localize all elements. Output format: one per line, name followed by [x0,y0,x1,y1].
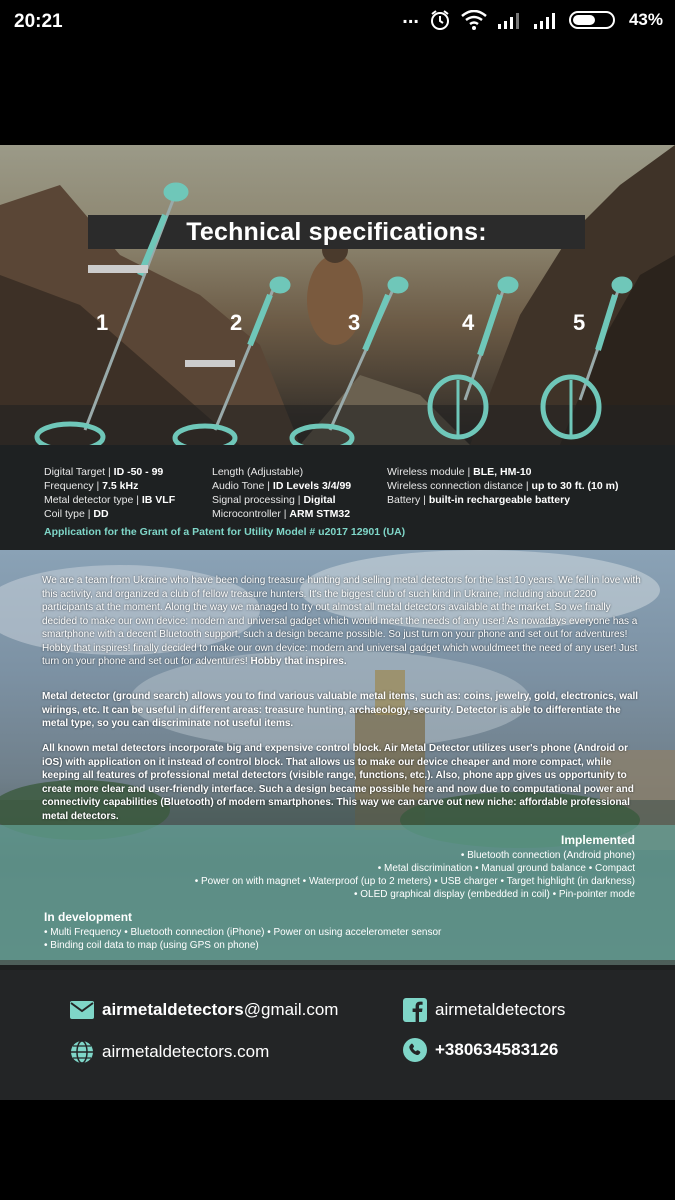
spec-row: Metal detector type | IB VLF [44,494,176,506]
status-icons [402,5,663,31]
model-number-2: 2 [230,310,243,335]
phone-number: +380634583126 [435,1040,559,1059]
website-contact [70,1040,269,1064]
about-paragraph-2: Metal detector (ground search) allows you to find various valuable metal items, such as: coins, jewelry, gold, electronics, wall wirings, etc. It can be useful in different areas: treasure hunting, archaeology, security. Detector is able to differentiate the metal type, so you can discriminate not useful items. [42,691,639,729]
implemented-line: • Bluetooth connection (Android phone) [460,850,635,861]
in-development-line: • Multi Frequency • Bluetooth connection (iPhone) • Power on using accelerometer sensor [44,927,442,938]
detector-3 [292,277,408,445]
in-development-title: In development [44,910,133,924]
spec-row: Wireless connection distance | up to 30 ft. (10 m) [387,480,619,492]
detector-4 [430,277,518,437]
phone-icon [403,1038,427,1062]
mail-icon [70,1001,94,1019]
implemented-line: • Power on with magnet • Waterproof (up to 2 meters) • USB charger • Target highlight (in darkness) [194,876,635,887]
spec-row: Coil type | DD [44,508,109,520]
spec-row: Digital Target | ID -50 - 99 [44,466,164,478]
implemented-line: • OLED graphical display (embedded in coil) • Pin-pointer mode [353,889,635,900]
detector-illustrations [0,145,675,445]
facebook-icon [403,998,427,1022]
in-development-line: • Binding coil data to map (using GPS on phone) [44,940,259,951]
spec-row: Battery | built-in rechargeable battery [387,494,571,506]
specs-column-3 [387,465,618,507]
implemented-title: Implemented [560,833,635,847]
about-paragraph-3: All known metal detectors incorporate big and expensive control block. Air Metal Detector utilizes user's phone (Android or iOS) with application on it instead of control block. That allows us to make our device cheaper and more compact, while keeping all features of professional metal detectors (visible range, functions, etc.). Also, phone app gives us opportunity to create more clear and user-friendly interface. Such a design became possible here and now due to computational power and connectivity capabilities (Bluetooth) of modern smartphones. This way we can carve out new niche: affordable professional metal detectors. [42,743,634,822]
facebook-contact [403,998,565,1022]
battery-percent: 43% [628,10,663,29]
implemented-line: • Metal discrimination • Manual ground balance • Compact [377,863,635,874]
specs-panel [0,445,675,550]
specs-column-2 [212,465,351,521]
detector-5 [543,277,632,437]
spec-row: Frequency | 7.5 kHz [44,480,139,492]
spec-row: Microcontroller | ARM STM32 [212,508,351,520]
email-contact [70,1000,338,1020]
model-number-3: 3 [348,310,361,335]
model-number-1: 1 [96,310,109,335]
contacts-panel [0,970,675,1100]
alarm-icon [429,9,451,31]
phone-contact [403,1038,558,1062]
patent-note: Application for the Grant of a Patent for Utility Model # u2017 12901 (UA) [44,526,406,538]
features-panel [0,825,675,960]
spec-row: Length (Adjustable) [212,466,304,478]
more-dots: ... [402,5,419,28]
status-time: 20:21 [14,11,63,32]
hero-banner [0,145,675,445]
spec-row: Signal processing | Digital [212,494,336,506]
spec-row: Audio Tone | ID Levels 3/4/99 [212,480,352,492]
specs-column-1 [44,465,175,521]
detector-1 [37,183,188,445]
email-domain: @gmail.com [243,1000,339,1019]
detector-2 [175,277,290,445]
spec-row: Wireless module | BLE, HM-10 [387,466,532,478]
about-paragraph-1: We are a team from Ukraine who have been doing treasure hunting and selling metal detectors for the last 10 years. We fell in love with this activity, and organized a club of fellow treasure hunters. It's the biggest club of such kind in Ukraine, including about 2200 participants at the moment. Along the way we managed to try out almost all metal detectors available at the market. So we finally decided to make our own device: modern and universal gadget which would meet the needs of any user! As nowadays everyone has a smartphone with a decent Bluetooth support, such a design became possible. So just turn on your phone and set out for adventures! Hobby that inspires! finally decided to make our own device: modern and universal gadget which wouldmeet the need of any user! Just turn on your phone and set out for adventures! Hobby that inspires. [42,575,641,667]
globe-icon [70,1040,94,1064]
model-number-5: 5 [573,310,586,335]
status-bar [0,0,675,46]
signal-icon-1 [497,11,523,29]
signal-icon-2 [533,11,559,29]
email-user: airmetaldetectors [102,1000,244,1019]
wifi-icon [461,10,487,30]
model-number-4: 4 [462,310,475,335]
flyer-image [0,145,675,1100]
battery-icon [569,10,619,30]
page-title: Technical specifications: [186,217,487,246]
facebook-handle: airmetaldetectors [435,1000,566,1019]
website-url: airmetaldetectors.com [102,1042,270,1061]
